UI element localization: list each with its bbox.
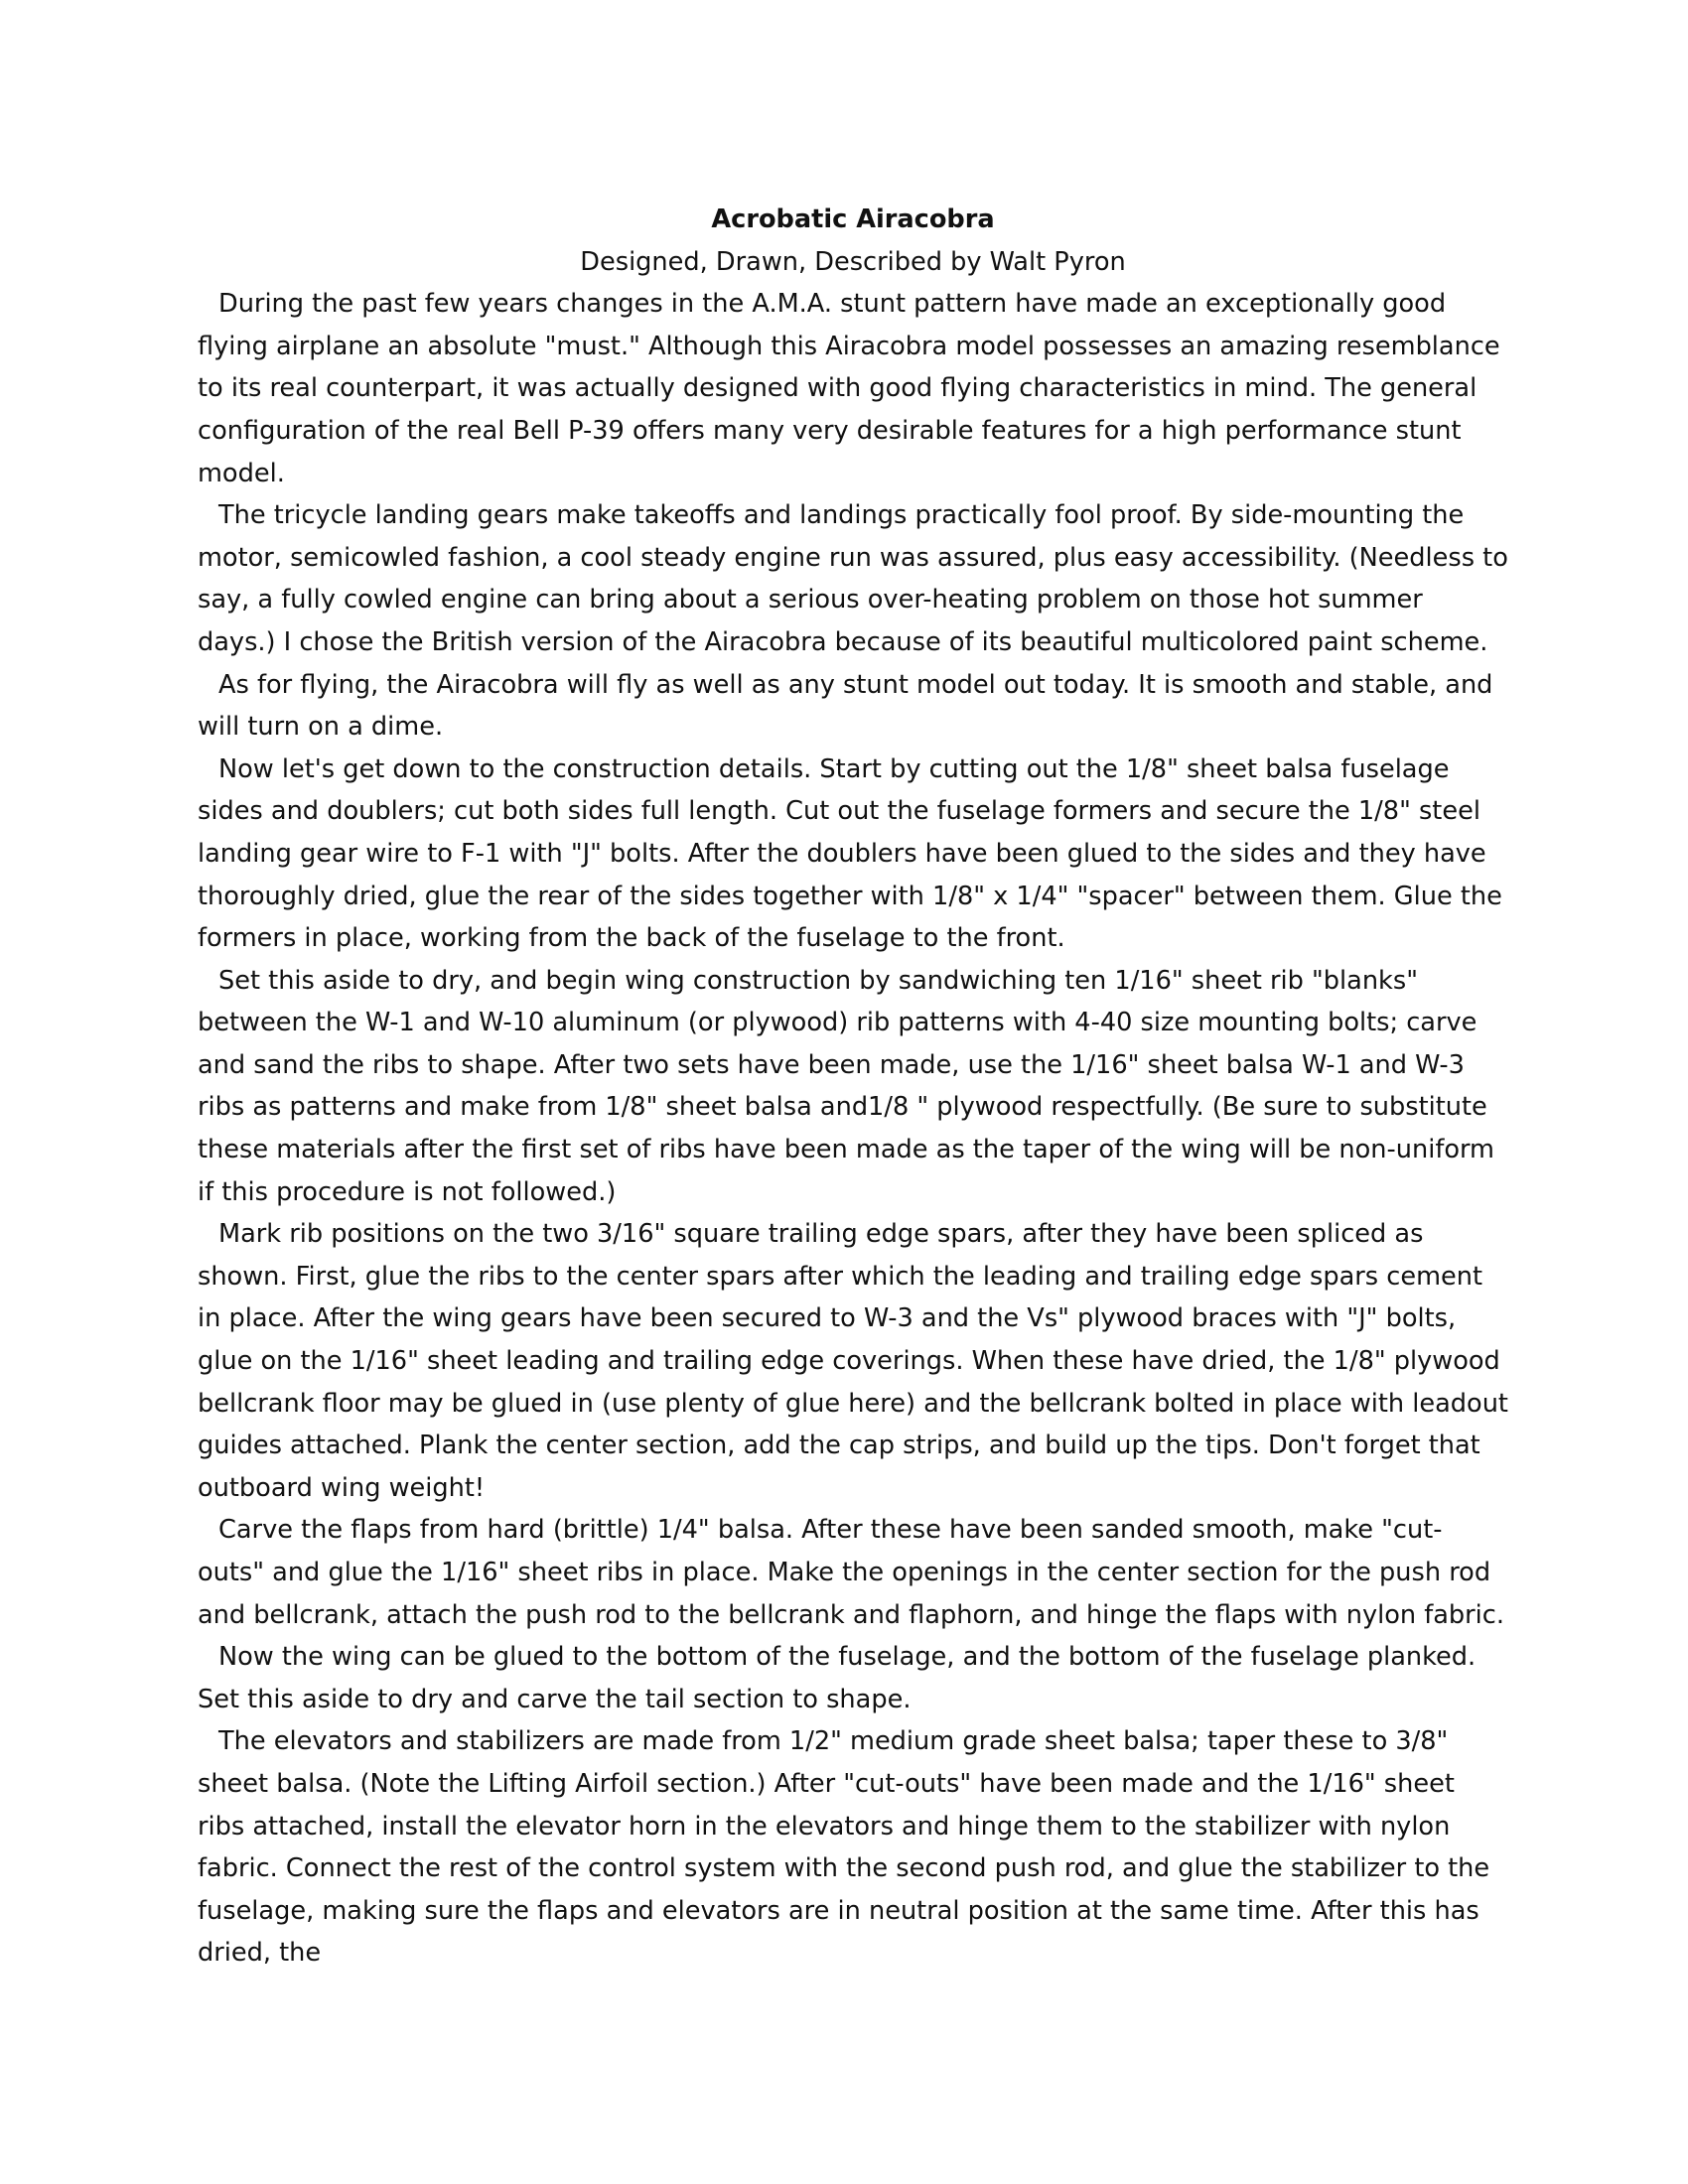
article-title: Acrobatic Airacobra [711,205,995,234]
paragraph-flaps: Carve the flaps from hard (brittle) 1/4" balsa. After these have been sanded smooth, make "cut-outs" and glue the 1/16" sheet ribs in place. Make the openings in the center section for the push rod and bellcrank, attach the push rod to the bellcrank and flaphorn, and hinge the flaps with nylon fabric. [198,1515,1505,1630]
paragraph-wing-mount: Now the wing can be glued to the bottom of the fuselage, and the bottom of the fuselage planked. Set this aside to dry and carve the tail section to shape. [198,1642,1477,1714]
paragraph-fuselage: Now let's get down to the construction details. Start by cutting out the 1/8" sheet balsa fuselage sides and doublers; cut both sides full length. Cut out the fuselage formers and secure the 1/8" steel landing gear wire to F-1 with "J" bolts. After the doublers have been glued to the sides and they have thoroughly dried, glue the rear of the sides together with 1/8" x 1/4" "spacer" between them. Glue the formers in place, working from the back of the fuselage to the front. [198,753,1502,954]
byline: Designed, Drawn, Described by Walt Pyron [580,246,1126,277]
paragraph-wing-spars: Mark rib positions on the two 3/16" square trailing edge spars, after they have been spliced as shown. First, glue the ribs to the center spars after which the leading and trailing edge spars cement in place. After the wing gears have been secured to W-3 and the Vs" plywood braces with "J" bolts, glue on the 1/16" sheet leading and trailing edge coverings. When these have dried, the 1/8" plywood bellcrank floor may be glued in (use plenty of glue here) and the bellcrank bolted in place with leadout guides attached. Plank the center section, add the cap strips, and build up the tips. Don't forget that outboard wing weight! [198,1219,1508,1503]
paragraph-flying: As for flying, the Airacobra will fly as well as any stunt model out today. It is smooth and stable, and will turn on a dime. [198,669,1493,743]
paragraph-intro: During the past few years changes in the A.M.A. stunt pattern have made an exceptionally good flying airplane an absolute "must." Although this Airacobra model possesses an amazing resemblance to its real counterpart, it was actually designed with good flying characteristics in mind. The general configuration of the real Bell P-39 offers many very desirable features for a high performance stunt model. [198,289,1500,488]
paragraph-tail: The elevators and stabilizers are made from 1/2" medium grade sheet balsa; taper these to 3/8" sheet balsa. (Note the Lifting Airfoil section.) After "cut-outs" have been made and the 1/16" sheet ribs attached, install the elevator horn in the elevators and hinge them to the stabilizer with nylon fabric. Connect the rest of the control system with the second push rod, and glue the stabilizer to the fuselage, making sure the flaps and elevators are in neutral position at the same time. After this has dried, the [198,1726,1490,1969]
document-page [198,199,1508,1975]
paragraph-wing-ribs: Set this aside to dry, and begin wing construction by sandwiching ten 1/16" sheet rib "blanks" between the W-1 and W-10 aluminum (or plywood) rib patterns with 4-40 size mounting bolts; carve and sand the ribs to shape. After two sets have been made, use the 1/16" sheet balsa W-1 and W-3 ribs as patterns and make from 1/8" sheet balsa and1/8 " plywood respectfully. (Be sure to substitute these materials after the first set of ribs have been made as the taper of the wing will be non-uniform if this procedure is not followed.) [198,965,1494,1207]
paragraph-landing-gear: The tricycle landing gears make takeoffs and landings practically fool proof. By side-mounting the motor, semicowled fashion, a cool steady engine run was assured, plus easy accessibility. (Needless to say, a fully cowled engine can bring about a serious over-heating problem on those hot summer days.) I chose the British version of the Airacobra because of its beautiful multicolored paint scheme. [198,500,1508,657]
